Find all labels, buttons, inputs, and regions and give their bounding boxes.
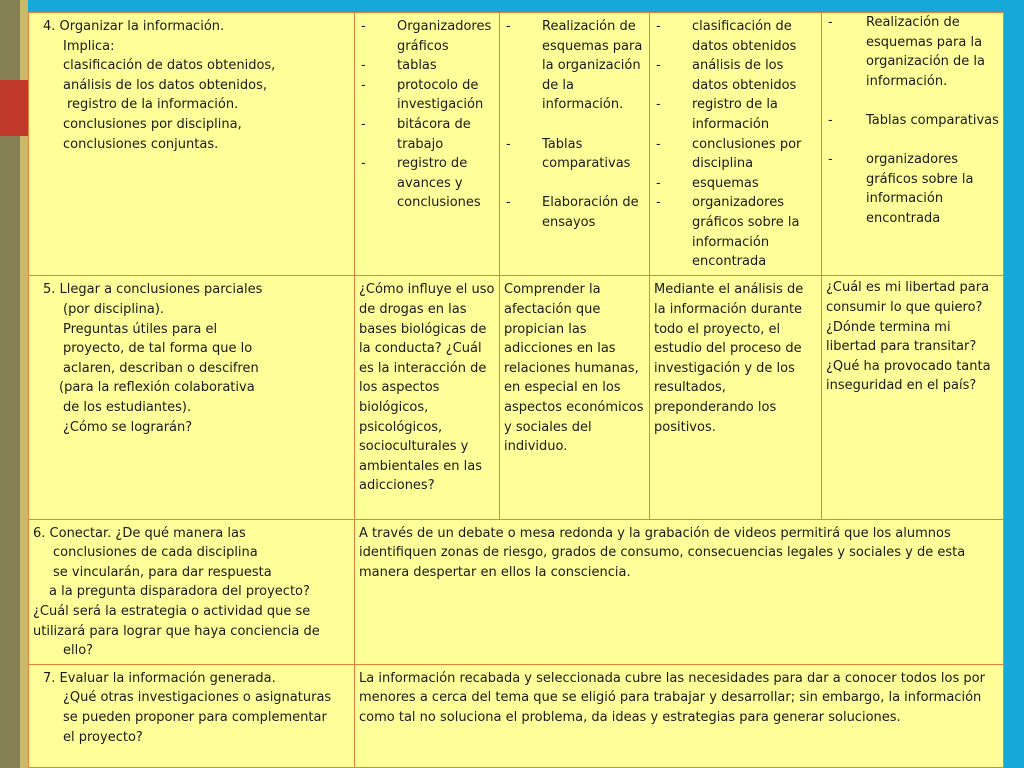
stage-cell <box>29 519 355 664</box>
list-item: - Tablas comparativas <box>826 111 1000 131</box>
list-item: - bitácora de trabajo <box>359 115 496 154</box>
questions-cell: ¿Cómo influye el uso de drogas en las bases biológicas de la conducta? ¿Cuál es la interacción de los aspectos biológicos, psicológicos, socioculturales y ambientales en las adicciones? <box>355 276 500 519</box>
stage-line: 4. Organizar la información. <box>43 19 225 34</box>
stage-line: (por disciplina). <box>63 301 165 317</box>
stage-line: utilizará para lograr que haya conciencia de <box>33 623 320 639</box>
list-item: - tablas <box>359 56 496 76</box>
stage-cell <box>29 276 355 519</box>
list-item: - análisis de los datos obtenidos <box>654 56 818 95</box>
method-cell: Mediante el análisis de la información durante todo el proyecto, el estudio del proceso de investigación y de los resultados, preponderando los positivos. <box>650 276 822 519</box>
stage-line: conclusiones de cada disciplina <box>53 545 258 561</box>
stage-line: aclaren, describan o descifren <box>63 360 259 376</box>
table-row <box>29 519 1004 664</box>
stage-line: análisis de los datos obtenidos, <box>63 77 267 93</box>
stage-line: Implica: <box>63 38 115 54</box>
products-cell <box>822 13 1004 276</box>
list-item: - organizadores gráficos sobre la información encontrada <box>654 193 818 271</box>
project-plan-table <box>28 12 1004 768</box>
left-red-marker <box>0 80 29 136</box>
stage-line: a la pregunta disparadora del proyecto? <box>49 584 310 600</box>
reflection-cell: ¿Cuál es mi libertad para consumir lo que quiero? ¿Dónde termina mi libertad para transitar? ¿Qué ha provocado tanta inseguridad en el país? <box>822 276 1004 519</box>
stage-line: Preguntas útiles para el <box>63 321 218 337</box>
list-item: - Organizadores gráficos <box>359 17 496 56</box>
stage-line: ¿Cómo se lograrán? <box>63 419 193 435</box>
stage-line: el proyecto? <box>63 729 143 745</box>
list-item: - protocolo de investigación <box>359 76 496 115</box>
stage-line: ¿Cuál será la estrategia o actividad que se <box>33 604 311 620</box>
stage-line: ello? <box>63 643 94 659</box>
activities-cell <box>500 13 650 276</box>
stage-line: 7. Evaluar la información generada. <box>43 670 276 686</box>
table-row <box>29 13 1004 276</box>
list-item: - registro de la información <box>654 95 818 134</box>
stage-line: se pueden proponer para complementar <box>63 710 327 726</box>
stage-cell <box>29 664 355 767</box>
stage-line: (para la reflexión colaborativa <box>59 380 255 396</box>
stage-line: ¿Qué otras investigaciones o asignaturas <box>63 690 332 706</box>
purpose-cell: Comprender la afectación que propician las adicciones en las relaciones humanas, en especial en los aspectos económicos y sociales del individuo. <box>500 276 650 519</box>
answer-cell: La información recabada y seleccionada cubre las necesidades para dar a conocer todos los por menores a cerca del tema que se eligió para trabajar y desarrollar; sin embargo, la información como tal no soluciona el problema, da ideas y estrategias para generar soluciones. <box>355 664 1004 767</box>
stage-cell <box>29 13 355 276</box>
list-item: - Tablas comparativas <box>504 135 646 174</box>
list-item: - esquemas <box>654 174 818 194</box>
list-item: - Elaboración de ensayos <box>504 193 646 232</box>
list-item: - Realización de esquemas para la organización de la información. <box>826 13 1000 91</box>
stage-line: 5. Llegar a conclusiones parciales <box>43 282 263 298</box>
table-row <box>29 664 1004 767</box>
process-cell <box>650 13 822 276</box>
stage-line: se vincularán, para dar respuesta <box>53 564 272 580</box>
stage-line: conclusiones conjuntas. <box>63 136 219 152</box>
answer-cell: A través de un debate o mesa redonda y la grabación de videos permitirá que los alumnos identifiquen zonas de riesgo, grados de consumo, consecuencias legales y sociales y de esta manera despertar en ellos la consciencia. <box>355 519 1004 664</box>
list-item: - clasificación de datos obtenidos <box>654 17 818 56</box>
right-blue-band <box>1003 0 1024 768</box>
stage-line: de los estudiantes). <box>63 399 192 415</box>
stage-line: registro de la información. <box>67 97 239 113</box>
list-item: - Realización de esquemas para la organización de la información. <box>504 17 646 115</box>
stage-line: clasificación de datos obtenidos, <box>63 58 276 74</box>
list-item: - organizadores gráficos sobre la información encontrada <box>826 150 1000 228</box>
stage-line: proyecto, de tal forma que lo <box>63 341 253 357</box>
list-item: - conclusiones por disciplina <box>654 135 818 174</box>
top-blue-band <box>28 0 1003 12</box>
stage-line: conclusiones por disciplina, <box>63 116 242 132</box>
table-row <box>29 276 1004 519</box>
resources-cell <box>355 13 500 276</box>
list-item: - registro de avances y conclusiones <box>359 154 496 213</box>
stage-line: 6. Conectar. ¿De qué manera las <box>33 525 246 541</box>
